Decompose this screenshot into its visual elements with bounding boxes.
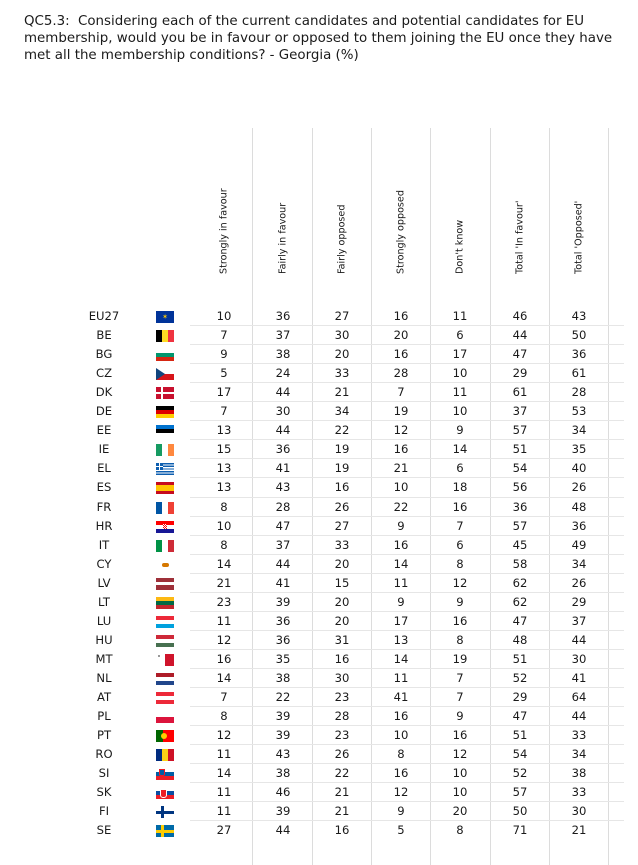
table-row: [0, 707, 638, 726]
value-cell: 6: [456, 461, 464, 476]
slovenia-flag-icon: [156, 768, 174, 780]
table-row: [0, 326, 638, 345]
value-cell: 36: [571, 347, 587, 362]
country-code: IE: [98, 442, 110, 457]
hungary-flag-icon: [156, 635, 174, 647]
value-cell: 36: [275, 613, 291, 628]
value-cell: 12: [216, 728, 232, 743]
column-header: [569, 200, 589, 285]
table-row: [0, 802, 638, 821]
country-code: BE: [96, 328, 112, 343]
value-cell: 5: [397, 823, 405, 838]
value-cell: 28: [334, 709, 350, 724]
table-row: [0, 517, 638, 536]
column-header-label: Don't know: [454, 219, 466, 274]
value-cell: 61: [571, 366, 587, 381]
value-cell: 29: [512, 366, 528, 381]
value-cell: 21: [334, 385, 350, 400]
value-cell: 11: [452, 385, 468, 400]
czechia-flag-icon: [156, 368, 174, 380]
table-row: [0, 364, 638, 383]
value-cell: 47: [512, 613, 528, 628]
country-code: SK: [96, 785, 112, 800]
country-code: HR: [95, 518, 113, 533]
value-cell: 22: [334, 423, 350, 438]
value-cell: 41: [275, 575, 291, 590]
poland-flag-icon: [156, 711, 174, 723]
value-cell: 11: [393, 670, 409, 685]
table-row: [0, 345, 638, 364]
value-cell: 34: [571, 423, 587, 438]
value-cell: 19: [452, 651, 468, 666]
value-cell: 61: [512, 385, 528, 400]
column-header-label: Total 'Opposed': [573, 200, 585, 274]
value-cell: 27: [216, 823, 232, 838]
value-cell: 62: [512, 594, 528, 609]
italy-flag-icon: [156, 540, 174, 552]
value-cell: 21: [216, 575, 232, 590]
value-cell: 48: [512, 632, 528, 647]
table-row: [0, 688, 638, 707]
country-code: FI: [98, 804, 110, 819]
country-code: DE: [95, 404, 113, 419]
country-code: EL: [97, 461, 111, 476]
country-code: SE: [96, 823, 112, 838]
ireland-flag-icon: [156, 444, 174, 456]
value-cell: 13: [393, 632, 409, 647]
value-cell: 11: [216, 747, 232, 762]
value-cell: 44: [512, 328, 528, 343]
france-flag-icon: [156, 502, 174, 514]
value-cell: 30: [334, 328, 350, 343]
value-cell: 16: [334, 480, 350, 495]
value-cell: 12: [393, 785, 409, 800]
value-cell: 8: [456, 632, 464, 647]
column-header-label: Strongly in favour: [218, 188, 230, 274]
country-code: AT: [96, 690, 112, 704]
luxembourg-flag-icon: [156, 616, 174, 628]
column-header: [273, 200, 293, 285]
value-cell: 57: [512, 423, 528, 438]
spain-flag-icon: [156, 482, 174, 494]
malta-flag-icon: [156, 654, 174, 666]
value-cell: 71: [512, 823, 528, 838]
table-row: [0, 593, 638, 612]
value-cell: 12: [216, 632, 232, 647]
table-row: [0, 631, 638, 650]
country-code: PT: [96, 728, 112, 743]
value-cell: 15: [216, 442, 232, 457]
country-code: IT: [98, 537, 110, 552]
value-cell: 28: [571, 385, 587, 400]
value-cell: 34: [571, 556, 587, 571]
country-code: DK: [95, 385, 113, 400]
country-code: BG: [95, 347, 113, 362]
table-row: [0, 726, 638, 745]
value-cell: 36: [275, 632, 291, 647]
value-cell: 8: [220, 709, 228, 724]
value-cell: 58: [512, 556, 528, 571]
value-cell: 38: [275, 347, 291, 362]
value-cell: 37: [512, 404, 528, 419]
value-cell: 13: [216, 461, 232, 476]
value-cell: 7: [456, 518, 464, 533]
value-cell: 7: [220, 328, 228, 343]
belgium-flag-icon: [156, 330, 174, 342]
eu-flag-icon: ✶: [156, 311, 174, 323]
value-cell: 41: [571, 670, 587, 685]
value-cell: 26: [334, 747, 350, 762]
finland-flag-icon: [156, 806, 174, 818]
value-cell: 30: [275, 404, 291, 419]
value-cell: 44: [275, 423, 291, 438]
table-row: [0, 650, 638, 669]
value-cell: 20: [334, 347, 350, 362]
value-cell: 16: [393, 537, 409, 552]
value-cell: 44: [275, 823, 291, 838]
value-cell: 46: [512, 309, 528, 323]
value-cell: 38: [571, 766, 587, 781]
value-cell: 12: [393, 423, 409, 438]
table-row: [0, 783, 638, 802]
value-cell: 8: [220, 499, 228, 514]
value-cell: 53: [571, 404, 587, 419]
value-cell: 16: [334, 651, 350, 666]
bulgaria-flag-icon: [156, 349, 174, 361]
value-cell: 16: [452, 613, 468, 628]
column-header: [450, 200, 470, 285]
lithuania-flag-icon: [156, 597, 174, 609]
column-header-label: Fairly opposed: [336, 204, 348, 274]
table-row: [0, 402, 638, 421]
country-code: CY: [96, 556, 112, 571]
value-cell: 8: [456, 823, 464, 838]
table-row: [0, 459, 638, 478]
value-cell: 39: [275, 804, 291, 819]
value-cell: 15: [334, 575, 350, 590]
value-cell: 20: [452, 804, 468, 819]
country-code: EE: [96, 423, 112, 438]
country-code: FR: [96, 499, 112, 514]
value-cell: 14: [452, 442, 468, 457]
country-code: ES: [96, 480, 112, 495]
value-cell: 28: [393, 366, 409, 381]
country-code: RO: [95, 747, 113, 762]
value-cell: 40: [571, 461, 587, 476]
value-cell: 51: [512, 442, 528, 457]
value-cell: 26: [571, 575, 587, 590]
value-cell: 16: [393, 442, 409, 457]
value-cell: 27: [334, 518, 350, 533]
croatia-flag-icon: [156, 521, 174, 533]
value-cell: 37: [571, 613, 587, 628]
value-cell: 10: [393, 480, 409, 495]
value-cell: 33: [571, 728, 587, 743]
value-cell: 16: [393, 347, 409, 362]
value-cell: 36: [571, 518, 587, 533]
value-cell: 11: [452, 309, 468, 323]
table-row: [0, 536, 638, 555]
denmark-flag-icon: [156, 387, 174, 399]
value-cell: 9: [220, 347, 228, 362]
country-code: PL: [97, 709, 111, 724]
value-cell: 16: [452, 728, 468, 743]
value-cell: 8: [397, 747, 405, 762]
table-row: [0, 821, 638, 840]
country-code: CZ: [95, 366, 113, 381]
value-cell: 54: [512, 747, 528, 762]
value-cell: 7: [397, 385, 405, 400]
value-cell: 48: [571, 499, 587, 514]
value-cell: 41: [393, 690, 409, 704]
latvia-flag-icon: [156, 578, 174, 590]
column-header: [510, 200, 530, 285]
value-cell: 26: [571, 480, 587, 495]
value-cell: 6: [456, 537, 464, 552]
romania-flag-icon: [156, 749, 174, 761]
cyprus-flag-icon: [156, 559, 174, 571]
value-cell: 16: [393, 309, 409, 323]
value-cell: 22: [275, 690, 291, 704]
country-code: EU27: [88, 309, 120, 323]
value-cell: 46: [275, 785, 291, 800]
table-row: [0, 669, 638, 688]
country-code: SI: [98, 766, 110, 781]
value-cell: 24: [275, 366, 291, 381]
table-row: [0, 764, 638, 783]
value-cell: 56: [512, 480, 528, 495]
value-cell: 22: [393, 499, 409, 514]
value-cell: 10: [393, 728, 409, 743]
column-header: [214, 188, 234, 285]
table-row: [0, 307, 638, 326]
value-cell: 11: [393, 575, 409, 590]
value-cell: 30: [571, 804, 587, 819]
value-cell: 17: [452, 347, 468, 362]
value-cell: 10: [452, 766, 468, 781]
value-cell: 33: [571, 785, 587, 800]
value-cell: 57: [512, 785, 528, 800]
value-cell: 21: [334, 785, 350, 800]
value-cell: 17: [216, 385, 232, 400]
value-cell: 33: [334, 537, 350, 552]
value-cell: 44: [275, 385, 291, 400]
value-cell: 5: [220, 366, 228, 381]
value-cell: 44: [571, 632, 587, 647]
question-text: Considering each of the current candidates and potential candidates for EU membership, would you be in favour or opposed to them joining the EU once they have met all the membership conditions? - Georgia (%): [24, 14, 613, 63]
value-cell: 36: [275, 309, 291, 323]
value-cell: 7: [456, 690, 464, 704]
value-cell: 43: [571, 309, 587, 323]
value-cell: 21: [393, 461, 409, 476]
austria-flag-icon: [156, 692, 174, 704]
value-cell: 30: [334, 670, 350, 685]
value-cell: 11: [216, 785, 232, 800]
value-cell: 20: [334, 613, 350, 628]
value-cell: 21: [334, 804, 350, 819]
value-cell: 8: [220, 537, 228, 552]
estonia-flag-icon: [156, 425, 174, 437]
value-cell: 23: [334, 728, 350, 743]
country-code: LU: [96, 613, 112, 628]
value-cell: 11: [216, 804, 232, 819]
value-cell: 20: [393, 328, 409, 343]
value-cell: 37: [275, 537, 291, 552]
value-cell: 9: [456, 594, 464, 609]
sweden-flag-icon: [156, 825, 174, 837]
value-cell: 11: [216, 613, 232, 628]
value-cell: 39: [275, 709, 291, 724]
value-cell: 45: [512, 537, 528, 552]
value-cell: 12: [452, 747, 468, 762]
value-cell: 41: [275, 461, 291, 476]
value-cell: 7: [456, 670, 464, 685]
value-cell: 10: [216, 518, 232, 533]
value-cell: 14: [393, 651, 409, 666]
netherlands-flag-icon: [156, 673, 174, 685]
value-cell: 22: [334, 766, 350, 781]
value-cell: 36: [275, 442, 291, 457]
value-cell: 14: [216, 766, 232, 781]
column-header-label: Strongly opposed: [395, 190, 407, 274]
value-cell: 33: [334, 366, 350, 381]
table-row: [0, 745, 638, 764]
country-code: LV: [97, 575, 111, 590]
value-cell: 38: [275, 670, 291, 685]
column-header: [391, 190, 411, 285]
value-cell: 34: [334, 404, 350, 419]
value-cell: 23: [334, 690, 350, 704]
table-row: [0, 478, 638, 497]
value-cell: 9: [456, 423, 464, 438]
value-cell: 13: [216, 480, 232, 495]
value-cell: 30: [571, 651, 587, 666]
value-cell: 29: [571, 594, 587, 609]
value-cell: 16: [393, 766, 409, 781]
table-row: [0, 498, 638, 517]
value-cell: 47: [275, 518, 291, 533]
value-cell: 62: [512, 575, 528, 590]
table-row: [0, 421, 638, 440]
value-cell: 20: [334, 556, 350, 571]
value-cell: 16: [452, 499, 468, 514]
value-cell: 19: [334, 461, 350, 476]
value-cell: 29: [512, 690, 528, 704]
value-cell: 28: [275, 499, 291, 514]
value-cell: 34: [571, 747, 587, 762]
value-cell: 14: [393, 556, 409, 571]
value-cell: 50: [512, 804, 528, 819]
value-cell: 10: [216, 309, 232, 323]
table-row: [0, 555, 638, 574]
question-code: QC5.3:: [24, 14, 70, 29]
table-row: [0, 574, 638, 593]
value-cell: 9: [397, 804, 405, 819]
value-cell: 36: [512, 499, 528, 514]
greece-flag-icon: [156, 463, 174, 475]
column-header: [332, 200, 352, 285]
country-code: HU: [95, 632, 113, 647]
value-cell: 38: [275, 766, 291, 781]
value-cell: 50: [571, 328, 587, 343]
value-cell: 20: [334, 594, 350, 609]
value-cell: 16: [393, 709, 409, 724]
value-cell: 27: [334, 309, 350, 323]
value-cell: 19: [334, 442, 350, 457]
value-cell: 39: [275, 594, 291, 609]
value-cell: 57: [512, 518, 528, 533]
value-cell: 44: [571, 709, 587, 724]
column-header-label: Total 'In favour': [514, 200, 526, 274]
portugal-flag-icon: [156, 730, 174, 742]
table-row: [0, 440, 638, 459]
value-cell: 14: [216, 556, 232, 571]
value-cell: 13: [216, 423, 232, 438]
value-cell: 49: [571, 537, 587, 552]
value-cell: 9: [397, 594, 405, 609]
value-cell: 35: [275, 651, 291, 666]
value-cell: 7: [220, 404, 228, 419]
value-cell: 14: [216, 670, 232, 685]
value-cell: 9: [456, 709, 464, 724]
value-cell: 51: [512, 728, 528, 743]
country-code: LT: [98, 594, 110, 609]
value-cell: 43: [275, 480, 291, 495]
value-cell: 6: [456, 328, 464, 343]
value-cell: 31: [334, 632, 350, 647]
value-cell: 47: [512, 709, 528, 724]
value-cell: 54: [512, 461, 528, 476]
value-cell: 9: [397, 518, 405, 533]
value-cell: 52: [512, 766, 528, 781]
column-header-label: Fairly in favour: [277, 202, 289, 274]
value-cell: 16: [334, 823, 350, 838]
value-cell: 19: [393, 404, 409, 419]
table-row: [0, 383, 638, 402]
value-cell: 7: [220, 690, 228, 704]
value-cell: 10: [452, 404, 468, 419]
value-cell: 17: [393, 613, 409, 628]
value-cell: 39: [275, 728, 291, 743]
country-code: NL: [96, 670, 112, 685]
germany-flag-icon: [156, 406, 174, 418]
value-cell: 8: [456, 556, 464, 571]
value-cell: 37: [275, 328, 291, 343]
value-cell: 51: [512, 651, 528, 666]
value-cell: 52: [512, 670, 528, 685]
value-cell: 21: [571, 823, 587, 838]
value-cell: 47: [512, 347, 528, 362]
slovakia-flag-icon: [156, 787, 174, 799]
country-code: MT: [95, 651, 113, 666]
value-cell: 64: [571, 690, 587, 704]
value-cell: 10: [452, 366, 468, 381]
value-cell: 10: [452, 785, 468, 800]
value-cell: 43: [275, 747, 291, 762]
value-cell: 12: [452, 575, 468, 590]
value-cell: 35: [571, 442, 587, 457]
value-cell: 23: [216, 594, 232, 609]
table-row: [0, 612, 638, 631]
value-cell: 26: [334, 499, 350, 514]
value-cell: 16: [216, 651, 232, 666]
value-cell: 44: [275, 556, 291, 571]
value-cell: 18: [452, 480, 468, 495]
